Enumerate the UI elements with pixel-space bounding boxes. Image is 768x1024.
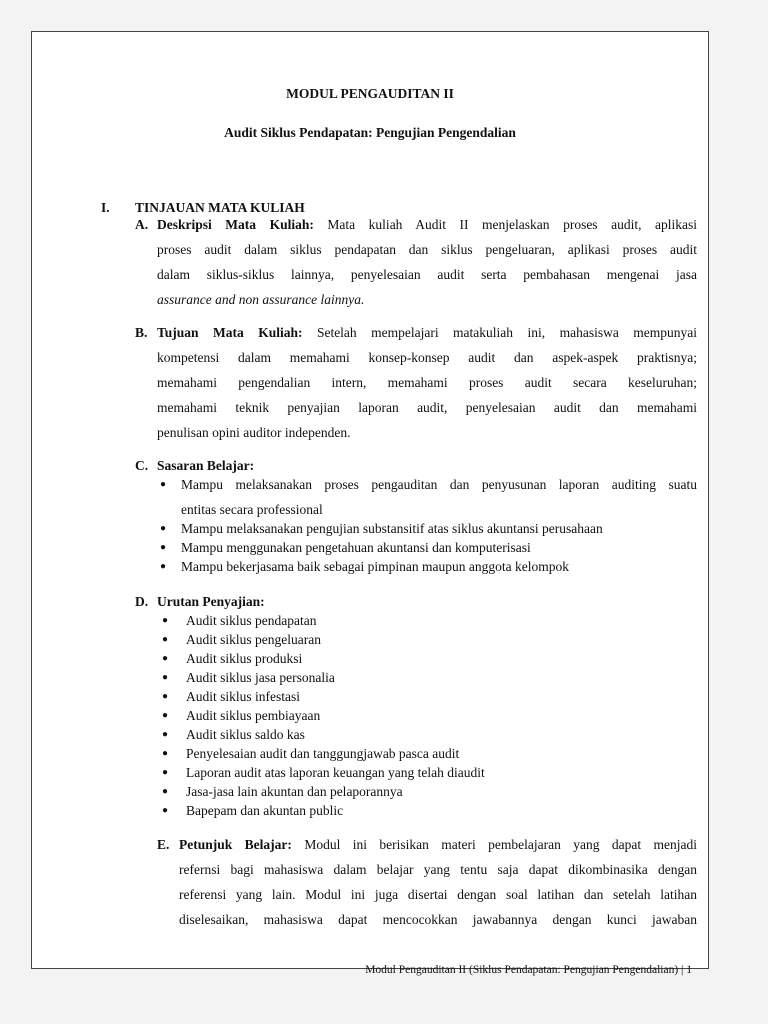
bullet-icon: ●	[162, 710, 169, 721]
bullet-icon: ●	[162, 691, 169, 702]
b-label: B.	[135, 325, 148, 340]
b-line-5: penulisan opini auditor independen.	[157, 425, 351, 440]
document-title: MODUL PENGAUDITAN II	[286, 86, 454, 101]
section-heading: TINJAUAN MATA KULIAH	[135, 200, 305, 215]
a-line-2: proses audit dalam siklus pendapatan dan siklus pengeluaran, aplikasi proses audit	[157, 242, 697, 257]
section-number: I.	[101, 200, 110, 215]
a-line-1	[157, 217, 697, 233]
e-line-2: refernsi bagi mahasiswa dalam belajar yang tentu saja dapat dikombinasika dengan	[179, 862, 697, 877]
d-item-6: Audit siklus pembiayaan	[186, 708, 321, 723]
bullet-icon: ●	[162, 634, 169, 645]
d-item-1: Audit siklus pendapatan	[186, 613, 317, 628]
document-subtitle: Audit Siklus Pendapatan: Pengujian Pengendalian	[224, 125, 516, 140]
bullet-icon: ●	[162, 672, 169, 683]
d-item-7: Audit siklus saldo kas	[186, 727, 305, 742]
c-item-1-cont: entitas secara professional	[181, 502, 323, 517]
c-item-4: Mampu bekerjasama baik sebagai pimpinan maupun anggota kelompok	[181, 559, 570, 574]
b-line-2: kompetensi dalam memahami konsep-konsep audit dan aspek-aspek praktisnya;	[157, 350, 697, 365]
e-line-4: diselesaikan, mahasiswa dapat mencocokkan jawabannya dengan kunci jawaban	[179, 912, 697, 927]
bullet-icon: ●	[162, 748, 169, 759]
d-item-8: Penyelesaian audit dan tanggungjawab pasca audit	[186, 746, 460, 761]
d-heading: Urutan Penyajian:	[157, 594, 265, 609]
bullet-icon: ●	[162, 805, 169, 816]
document-page	[31, 31, 709, 976]
b-heading: Tujuan Mata Kuliah:	[157, 325, 303, 340]
bullet-icon: ●	[162, 786, 169, 797]
d-item-9: Laporan audit atas laporan keuangan yang telah diaudit	[186, 765, 485, 780]
c-label: C.	[135, 458, 149, 473]
bullet-icon: ●	[162, 615, 169, 626]
bullet-icon: ●	[160, 561, 167, 572]
a-heading: Deskripsi Mata Kuliah:	[157, 217, 314, 232]
a-text-1: Mata kuliah Audit II menjelaskan proses audit, aplikasi	[327, 217, 698, 232]
bullet-icon: ●	[162, 729, 169, 740]
c-item-2: Mampu melaksanakan pengujian substansitif atas siklus akuntansi perusahaan	[181, 521, 603, 536]
c-item-1: Mampu melaksanakan proses pengauditan dan penyusunan laporan auditing suatu	[181, 477, 697, 492]
b-line-1	[157, 325, 697, 341]
d-item-2: Audit siklus pengeluaran	[186, 632, 321, 647]
d-label: D.	[135, 594, 149, 609]
d-item-10: Jasa-jasa lain akuntan dan pelaporannya	[186, 784, 403, 799]
d-item-5: Audit siklus infestasi	[186, 689, 300, 704]
e-heading: Petunjuk Belajar:	[179, 837, 292, 852]
e-text-1: Modul ini berisikan materi pembelajaran yang dapat menjadi	[304, 837, 697, 852]
e-line-3: referensi yang lain. Modul ini juga disertai dengan soal latihan dan setelah latihan	[179, 887, 697, 902]
bullet-icon: ●	[162, 653, 169, 664]
b-line-4: memahami teknik penyajian laporan audit, penyelesaian audit dan memahami	[157, 400, 697, 415]
d-item-3: Audit siklus produksi	[186, 651, 303, 666]
bullet-icon: ●	[160, 479, 167, 490]
a-line-4: assurance and non assurance lainnya.	[157, 292, 365, 307]
e-label: E.	[157, 837, 170, 852]
bullet-icon: ●	[160, 542, 167, 553]
c-item-3: Mampu menggunakan pengetahuan akuntansi dan komputerisasi	[181, 540, 531, 555]
bullet-icon: ●	[160, 523, 167, 534]
page-footer: Modul Pengauditan II (Siklus Pendapatan: Pengujian Pengendalian) | 1	[365, 964, 692, 976]
b-line-3: memahami pengendalian intern, memahami proses audit secara keseluruhan;	[157, 375, 697, 390]
b-text-1: Setelah mempelajari matakuliah ini, mahasiswa mempunyai	[316, 325, 698, 340]
c-heading: Sasaran Belajar:	[157, 458, 255, 473]
d-item-11: Bapepam dan akuntan public	[186, 803, 344, 818]
bullet-icon: ●	[162, 767, 169, 778]
a-line-3: dalam siklus-siklus lainnya, penyelesaian audit serta pembahasan mengenai jasa	[157, 267, 697, 282]
e-line-1	[179, 837, 697, 853]
a-label: A.	[135, 217, 149, 232]
d-item-4: Audit siklus jasa personalia	[186, 670, 335, 685]
